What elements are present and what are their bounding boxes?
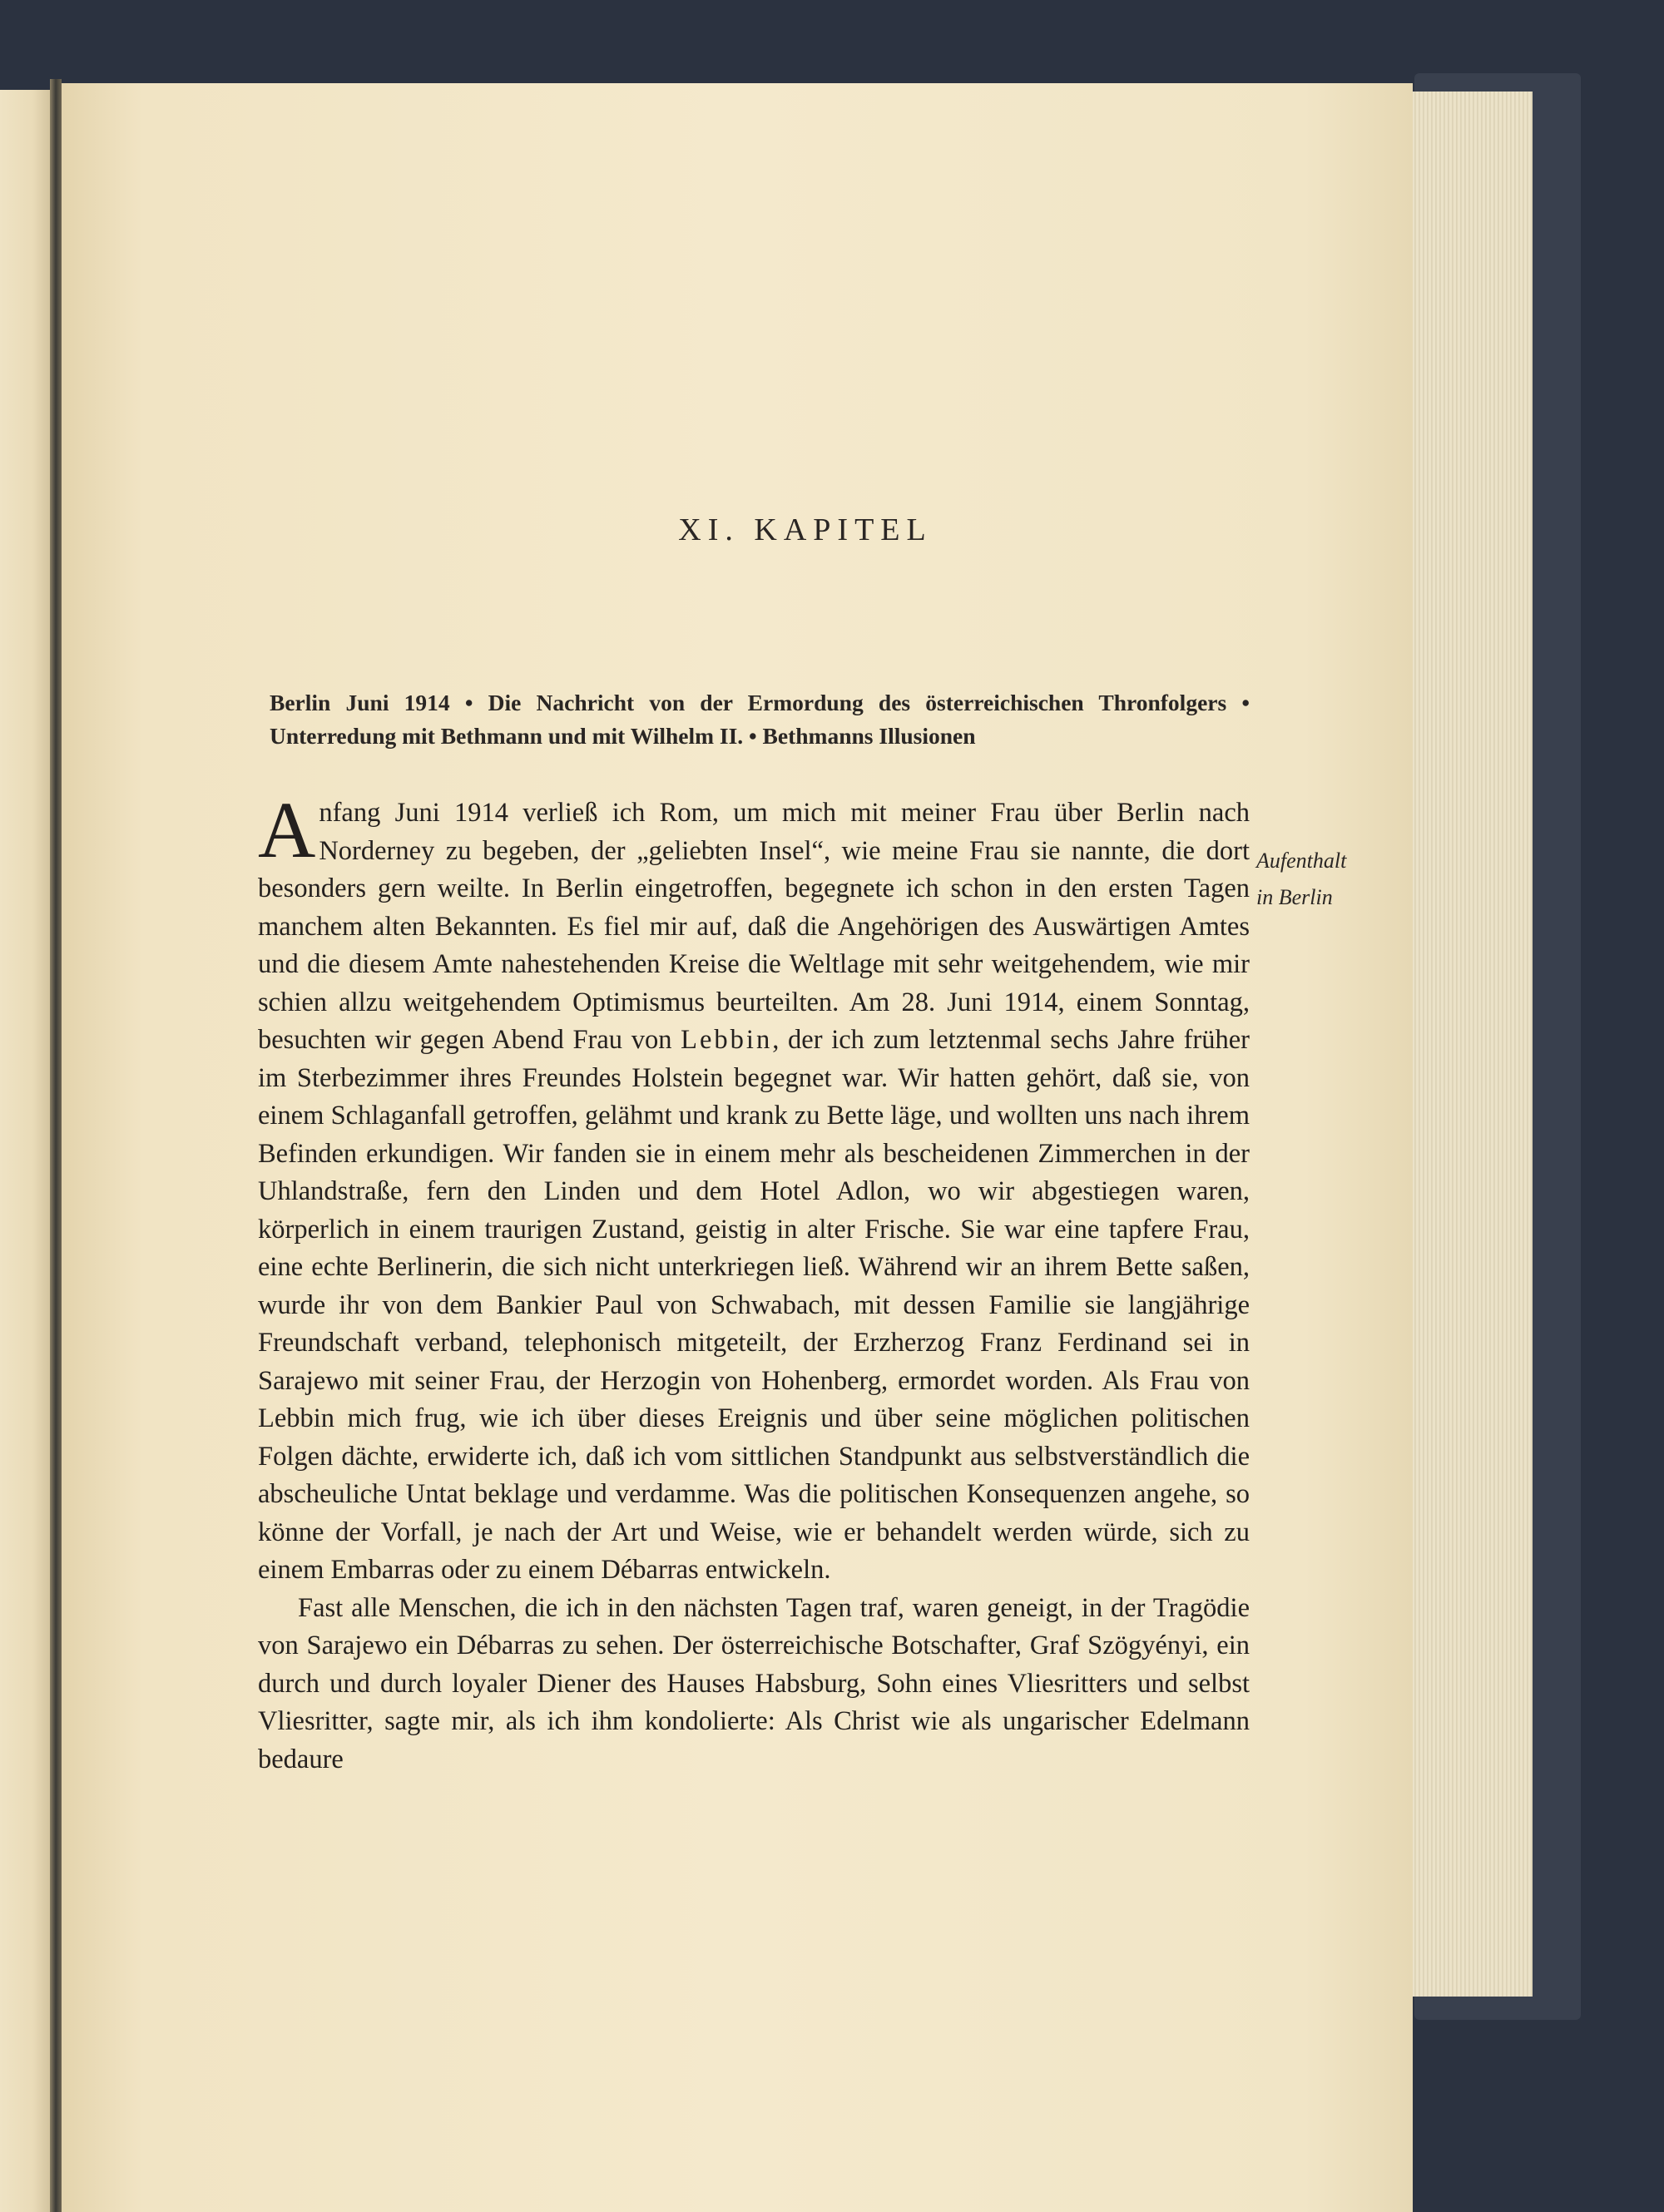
margin-note <box>1256 843 1389 916</box>
paragraph-2: Fast alle Menschen, die ich in den nächsten Tagen traf, waren geneigt, in der Tragödie von Sarajewo ein Débarras zu sehen. Der österreichische Botschafter, Graf Szögyényi, ein durch und durch loyaler Diener des Hauses Habsburg, Sohn eines Vliesritters und selbst Vliesritter, sagte mir, als ich ihm kondolierte: Als Christ wie als ungarischer Edelmann bedaure <box>258 1592 1250 1774</box>
chapter-summary: Berlin Juni 1914 • Die Nachricht von der Ermordung des österreichischen Thronfolgers • Unterredung mit Bethmann und mit Wilhelm II. • Bethmanns Illusionen <box>270 690 1250 749</box>
margin-note-line-1: Aufenthalt <box>1256 849 1347 873</box>
book-page <box>62 83 1413 2212</box>
body-text <box>258 785 1250 1779</box>
page-edges <box>1406 92 1533 1997</box>
left-page-edge <box>0 90 55 2212</box>
paragraph-1-part-a: nfang Juni 1914 verließ ich Rom, um mich mit meiner Frau über Berlin nach Norderney zu begeben, der „geliebten Insel“, wie meine Frau sie nannte, die dort besonders gern weilte. In Berlin eingetroffen, begegnete ich schon in den ersten Tagen manchem alten Bekannten. Es fiel mir auf, daß die Angehörigen des Auswärtigen Amtes und die diesem Amte nahestehenden Kreise die Weltlage mit sehr weitgehendem, wie mir schien allzu weitgehendem Optimismus beurteilten. Am 28. Juni 1914, einem Sonntag, besuchten wir gegen Abend Frau von <box>258 798 1250 1055</box>
paragraph-1-part-b: , der ich zum letztenmal sechs Jahre früher im Sterbezimmer ihres Freundes Holstein begegnet war. Wir hatten gehört, daß sie, von einem Schlaganfall getroffen, gelähmt und krank zu Bette läge, und wollten uns nach ihrem Befinden erkundigen. Wir fanden sie in einem mehr als bescheidenen Zimmerchen in der Uhlandstraße, fern den Linden und dem Hotel Adlon, wo wir abgestiegen waren, körperlich in einem traurigen Zustand, geistig in alter Frische. Sie war eine tapfere Frau, eine echte Berlinerin, die sich nicht unterkriegen ließ. Während wir an ihrem Bette saßen, wurde ihr von dem Bankier Paul von Schwabach, mit dessen Familie sie langjährige Freundschaft verband, telephonisch mitgeteilt, der Erzherzog Franz Ferdinand sei in Sarajewo mit seiner Frau, der Herzogin von Hohenberg, ermordet worden. Als Frau von Lebbin mich frug, wie ich über dieses Ereignis und über seine möglichen politischen Folgen dächte, erwiderte ich, daß ich vom sittlichen Standpunkt aus selbstverständlich die abscheuliche Untat beklage und verdamme. Was die politischen Konsequenzen angehe, so könne der Vorfall, je nach der Art und Weise, wie er behandelt werden würde, sich zu einem Embarras oder zu einem Débarras entwickeln. <box>258 1025 1250 1585</box>
chapter-title: XI. KAPITEL <box>678 512 933 547</box>
margin-note-line-2: in Berlin <box>1256 885 1333 909</box>
drop-cap: A <box>258 785 316 874</box>
spaced-name-lebbin: Lebbin <box>681 1025 773 1055</box>
book-gutter <box>50 79 62 2212</box>
paragraph-1 <box>258 785 1250 1590</box>
